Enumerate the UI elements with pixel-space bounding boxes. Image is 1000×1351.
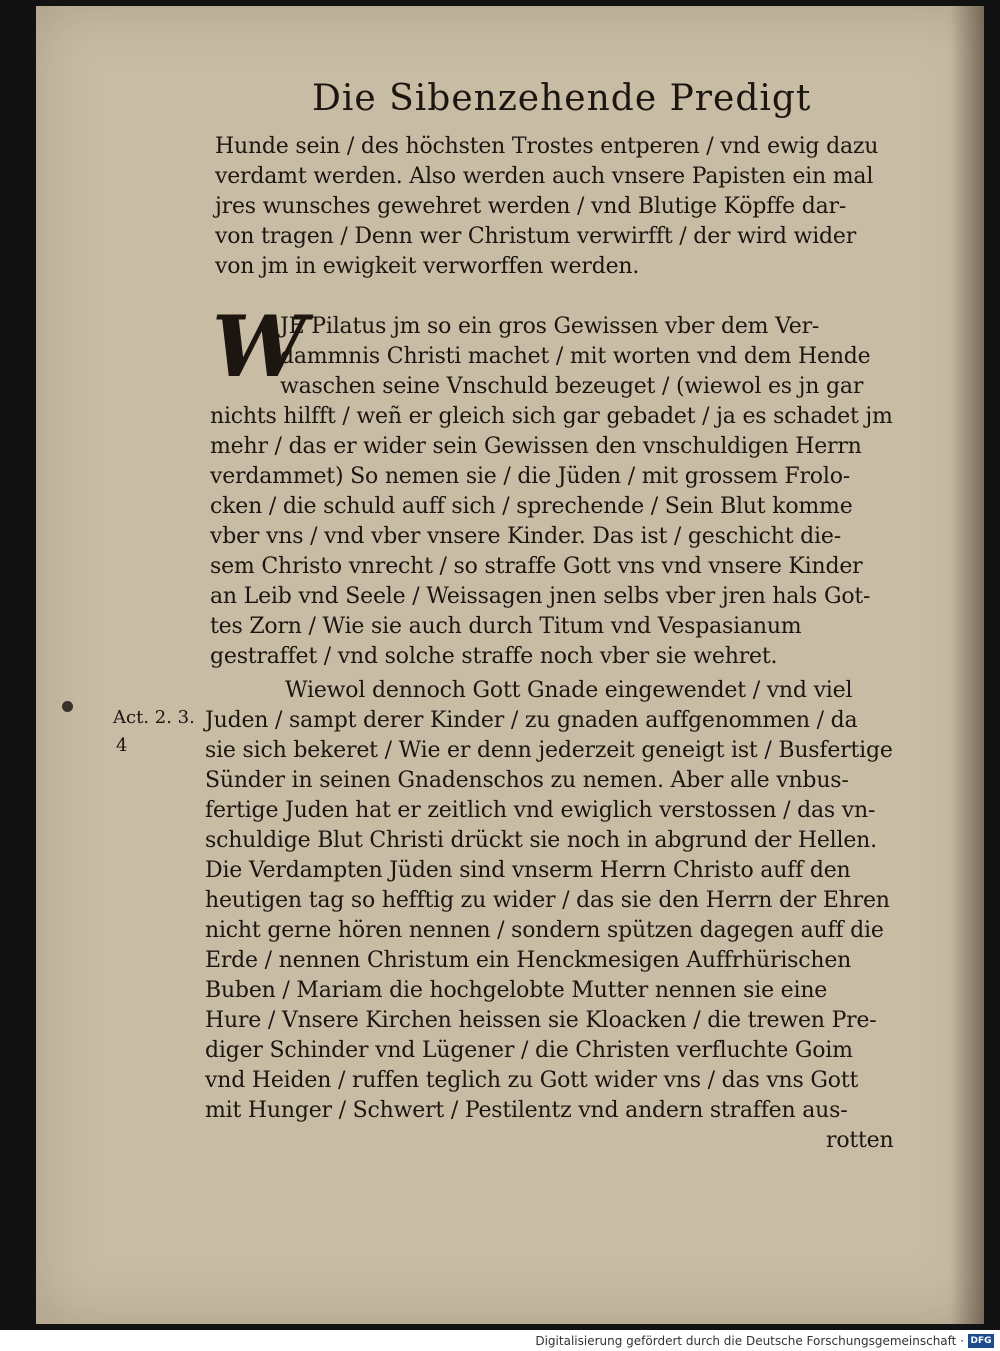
text-line: von tragen / Denn wer Christum verwirfft / der wird wider [215,224,857,249]
text-line: sem Christo vnrecht / so straffe Gott vns vnd vnsere Kinder [210,554,863,579]
text-line: JE Pilatus jm so ein gros Gewissen vber dem Ver- [280,314,820,339]
text-line: mehr / das er wider sein Gewissen den vnschuldigen Herrn [210,434,862,459]
text-line: Die Verdampten Jüden sind vnserm Herrn Christo auff den [205,858,851,883]
text-line: gestraffet / vnd solche straffe noch vber sie wehret. [210,644,778,669]
text-line: Sünder in seinen Gnadenschos zu nemen. Aber alle vnbus- [205,768,849,793]
text-line: cken / die schuld auff sich / sprechende / Sein Blut komme [210,494,853,519]
text-line: Wiewol dennoch Gott Gnade eingewendet / vnd viel [285,678,853,703]
text-line: tes Zorn / Wie sie auch durch Titum vnd Vespasianum [210,614,802,639]
text-line: diger Schinder vnd Lügener / die Christen verfluchte Goim [205,1038,853,1063]
text-line: mit Hunger / Schwert / Pestilentz vnd andern straffen aus- [205,1098,848,1123]
text-line: nicht gerne hören nennen / sondern spützen dagegen auff die [205,918,884,943]
text-line: Erde / nennen Christum ein Henckmesigen Auffrhürischen [205,948,852,973]
text-line: Buben / Mariam die hochgelobte Mutter nennen sie eine [205,978,828,1003]
text-line: verdammet) So nemen sie / die Jüden / mit grossem Frolo- [210,464,850,489]
text-line: vnd Heiden / ruffen teglich zu Gott wider vns / das vns Gott [205,1068,859,1093]
text-line: an Leib vnd Seele / Weissagen jnen selbs vber jren hals Got- [210,584,871,609]
text-line: waschen seine Vnschuld bezeuget / (wiewol es jn gar [280,374,864,399]
catchword: rotten [826,1128,894,1153]
page-heading: Die Sibenzehende Predigt [312,78,812,119]
margin-reference-continued: 4 [116,735,128,756]
ink-blot [62,701,73,712]
dfg-logo: DFG [968,1334,994,1348]
text-line: vber vns / vnd vber vnsere Kinder. Das ist / geschicht die- [210,524,841,549]
text-line: von jm in ewigkeit verworffen werden. [215,254,640,279]
text-line: verdamt werden. Also werden auch vnsere Papisten ein mal [215,164,874,189]
text-line: nichts hilfft / weñ er gleich sich gar gebadet / ja es schadet jm [210,404,893,429]
drop-cap-initial: W [212,297,307,396]
text-line: jres wunsches gewehret werden / vnd Blutige Köpffe dar- [215,194,847,219]
margin-reference: Act. 2. 3. [113,707,195,728]
text-line: fertige Juden hat er zeitlich vnd ewiglich verstossen / das vn- [205,798,876,823]
text-line: Juden / sampt derer Kinder / zu gnaden auffgenommen / da [205,708,858,733]
text-line: Hure / Vnsere Kirchen heissen sie Kloacken / die trewen Pre- [205,1008,877,1033]
text-line: sie sich bekeret / Wie er denn jederzeit geneigt ist / Busfertige [205,738,893,763]
text-line: heutigen tag so hefftig zu wider / das sie den Herrn der Ehren [205,888,890,913]
text-line: Hunde sein / des höchsten Trostes entperen / vnd ewig dazu [215,134,879,159]
text-line: dammnis Christi machet / mit worten vnd dem Hende [280,344,871,369]
digitization-credit: Digitalisierung gefördert durch die Deutsche Forschungsgemeinschaft · [535,1334,964,1348]
text-line: schuldige Blut Christi drückt sie noch in abgrund der Hellen. [205,828,877,853]
